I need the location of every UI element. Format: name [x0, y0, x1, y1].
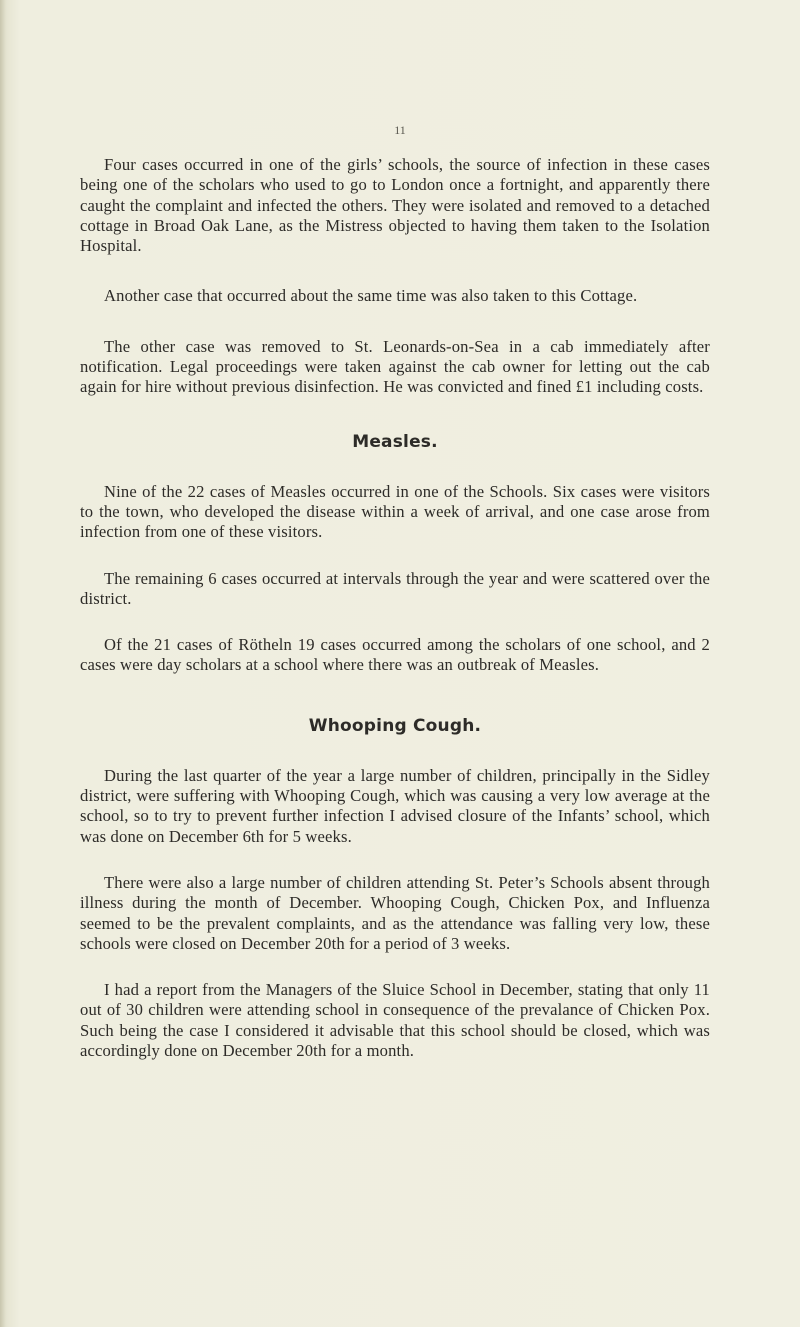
section-heading-measles: Measles.	[352, 431, 438, 452]
paragraph: Four cases occurred in one of the girls’ schools, the source of infection in these cases being one of the scholars who used to go to London once a fortnight, and apparently there caught the complaint and infected the others. They were isolated and removed to a detached cottage in Broad Oak Lane, as the Mistress objected to having them taken to the Isolation Hospital.	[80, 155, 710, 256]
page-content	[80, 155, 710, 1061]
paragraph: There were also a large number of children attending St. Peter’s Schools absent through illness during the month of December. Whooping Cough, Chicken Pox, and Influenza seemed to be the prevalent complaints, and as the attendance was falling very low, these schools were closed on December 20th for a period of 3 weeks.	[80, 872, 710, 953]
paragraph-spacer	[80, 847, 710, 873]
paragraph: The other case was removed to St. Leonards-on-Sea in a cab immediately after notification. Legal proceedings were taken against the cab owner for letting out the cab again for hire without previous disinfection. He was convicted and fined £1 including costs.	[80, 336, 710, 397]
paragraph-spacer	[80, 543, 710, 569]
section-heading-whooping-cough: Whooping Cough.	[308, 715, 482, 736]
paragraph: The remaining 6 cases occurred at intervals through the year and were scattered over the district.	[80, 568, 710, 608]
paragraph-spacer	[80, 609, 710, 635]
page-spine-shadow	[0, 0, 6, 1327]
paragraph: I had a report from the Managers of the Sluice School in December, stating that only 11 out of 30 children were attending school in consequence of the prevalance of Chicken Pox. Such being the case I considered it advisable that this school should be closed, which was accordingly done on December 20th for a month.	[80, 980, 710, 1061]
paragraph-spacer	[80, 954, 710, 980]
section-spacer	[80, 398, 710, 432]
paragraph-spacer	[80, 256, 710, 286]
paragraph: Another case that occurred about the same time was also taken to this Cottage.	[104, 286, 638, 306]
section-spacer	[80, 676, 710, 716]
section-spacer	[80, 736, 710, 766]
section-spacer	[80, 452, 710, 482]
page-number: 11	[394, 123, 406, 137]
paragraph: Of the 21 cases of Rötheln 19 cases occurred among the scholars of one school, and 2 cases were day scholars at a school where there was an outbreak of Measles.	[80, 635, 710, 675]
paragraph: Nine of the 22 cases of Measles occurred in one of the Schools. Six cases were visitors to the town, who developed the disease within a week of arrival, and one case arose from infection from one of these visitors.	[80, 481, 710, 542]
paragraph-spacer	[80, 307, 710, 337]
paragraph: During the last quarter of the year a large number of children, principally in the Sidley district, were suffering with Whooping Cough, which was causing a very low average at the school, so to try to prevent further infection I advised closure of the Infants’ school, which was done on December 6th for 5 weeks.	[80, 765, 710, 846]
